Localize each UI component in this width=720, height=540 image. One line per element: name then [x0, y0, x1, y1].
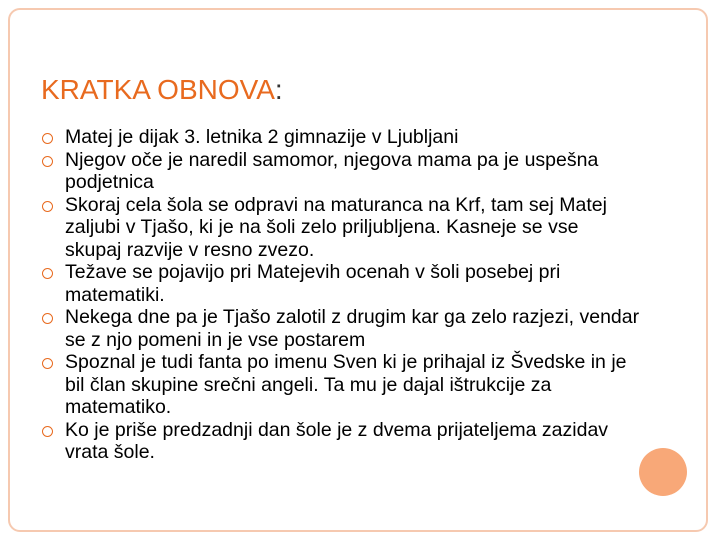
bullet-list [40, 126, 640, 464]
slide-title-text: KRATKA OBNOVA [41, 74, 275, 105]
hollow-circle-bullet-icon [42, 156, 53, 167]
hollow-circle-bullet-icon [42, 426, 53, 437]
bullet-item [40, 126, 640, 149]
bullet-text: Nekega dne pa je Tjašo zalotil z drugim kar ga zelo razjezi, vendar se z njo pomeni in je vse postarem [65, 306, 640, 351]
bullet-item [40, 419, 640, 464]
bullet-text: Ko je priše predzadnji dan šole je z dvema prijateljema zazidav vrata šole. [65, 418, 609, 463]
bullet-text: Spoznal je tudi fanta po imenu Sven ki je prihajal iz Švedske in je bil član skupine srečni angeli. Ta mu je dajal ištrukcije za matematiko. [65, 351, 627, 418]
slide-title [41, 74, 283, 106]
bullet-item [40, 149, 640, 194]
hollow-circle-bullet-icon [42, 268, 53, 279]
bullet-item [40, 261, 640, 306]
bullet-text: Skoraj cela šola se odpravi na maturanca na Krf, tam sej Matej zaljubi v Tjašo, ki je na šoli zelo priljubljena. Kasneje se vse skupaj razvije v resno zvezo. [65, 193, 607, 261]
bullet-text: Matej je dijak 3. letnika 2 gimnazije v Ljubljani [65, 126, 459, 148]
hollow-circle-bullet-icon [42, 358, 53, 369]
bullet-text: Njegov oče je naredil samomor, njegova mama pa je uspešna podjetnica [65, 148, 599, 193]
bullet-item [40, 351, 640, 419]
decorative-circle-icon [639, 448, 687, 496]
hollow-circle-bullet-icon [42, 201, 53, 212]
bullet-text: Težave se pojavijo pri Matejevih ocenah v šoli posebej pri matematiki. [65, 261, 561, 306]
hollow-circle-bullet-icon [42, 133, 53, 144]
slide-title-colon: : [274, 74, 283, 105]
bullet-item [40, 194, 640, 262]
bullet-item [40, 306, 640, 351]
hollow-circle-bullet-icon [42, 313, 53, 324]
